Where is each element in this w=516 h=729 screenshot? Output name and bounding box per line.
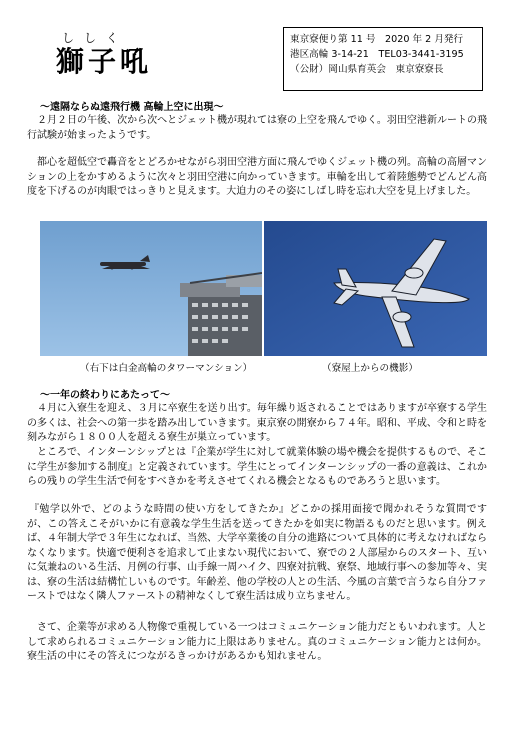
photo-plane-over-tower	[40, 221, 262, 356]
article2-heading: ～一年の終わりにあたって～	[40, 390, 170, 401]
article2-paragraph-3: 『勉学以外で、どのような時間の使い方をしてきたか』どこかの採用面接で聞かれそうな質問ですが、この答えこそがいかに有意義な学生生活を送ってきたかを如実に物語るものだと思います。例えば、４年制大学で３年生になれば、当然、大学卒業後の自分の進路について具体的に考えなければならなくなります。快適で便利さを追求して止まない現代において、寮での２人部屋からのスタート、互いに気兼ねのいる生活、月例の行事、山手線一周ハイク、四寮対抗戦、寮祭、地域行事への参加等々、実は、寮の生活は結構忙しいものです。年齢差、他の学校の人との生活、今風の言葉で言うなら自分ファーストではなく隣人ファーストの精神なくして寮生活は成り立ちません。	[27, 504, 487, 602]
photo2-caption: （寮屋上からの機影）	[322, 363, 418, 374]
article1-paragraph-1: ２月２日の午後、次から次へとジェット機が現れては寮の上空を飛んでゆく。羽田空港新ルートの飛行試験が始まったようです。	[27, 115, 487, 141]
publisher-info-line: （公財）岡山県育英会 東京寮寮長	[290, 64, 444, 75]
address-info-line: 港区高輪 3-14-21 TEL03-3441-3195	[290, 49, 464, 60]
photo-plane-from-rooftop-image	[264, 221, 487, 356]
article2-paragraph-2: ところで、インターンシップとは『企業が学生に対して就業体験の場や機会を提供するもので、そこに学生が参加する制度』と定義されています。学生にとってインターンシップの一番の意義は、これからの残りの学生生活で何をすべきかを考えさせてくれる機会となるものであろうと思います。	[27, 447, 487, 487]
photo-plane-from-rooftop	[264, 221, 487, 356]
issue-info-line: 東京寮便り第 11 号 2020 年 2 月発行	[290, 34, 464, 45]
newsletter-title: 獅子吼	[56, 45, 153, 78]
article1-heading: ～遠隔ならぬ遠飛行機 高輪上空に出現～	[40, 102, 224, 113]
photo1-caption: （右下は白金高輪のタワーマンション）	[80, 363, 253, 374]
article2-paragraph-4: さて、企業等が求める人物像で重視している一つはコミュニケーション能力だともいわれます。人として求められるコミュニケーション能力に上限はありません。真のコミュニケーション能力とは何か。寮生活の中にその答えにつながるきっかけがあるかも知れません。	[27, 622, 487, 662]
photo-plane-over-tower-image	[40, 221, 262, 356]
article2-paragraph-1: ４月に入寮生を迎え、３月に卒寮生を送り出す。毎年繰り返されることではありますが卒寮する学生の多くは、社会への第一歩を踏み出していきます。東京寮の開寮から７４年。昭和、平成、令和と時を刻みながら１８００人を超える寮生が巣立っています。	[27, 403, 487, 443]
issue-info-box	[283, 27, 483, 91]
article1-paragraph-2: 都心を超低空で轟音をとどろかせながら羽田空港方面に飛んでゆくジェット機の列。高輪の高層マンションの上をかすめるように次々と羽田空港に向かっていきます。車輪を出して着陸態勢でどんどん高度を下げるのが肉眼ではっきりと見えます。大迫力のその姿にしばし時を忘れ大空を見上げました。	[27, 157, 487, 197]
title-ruby: ししく	[62, 31, 129, 45]
